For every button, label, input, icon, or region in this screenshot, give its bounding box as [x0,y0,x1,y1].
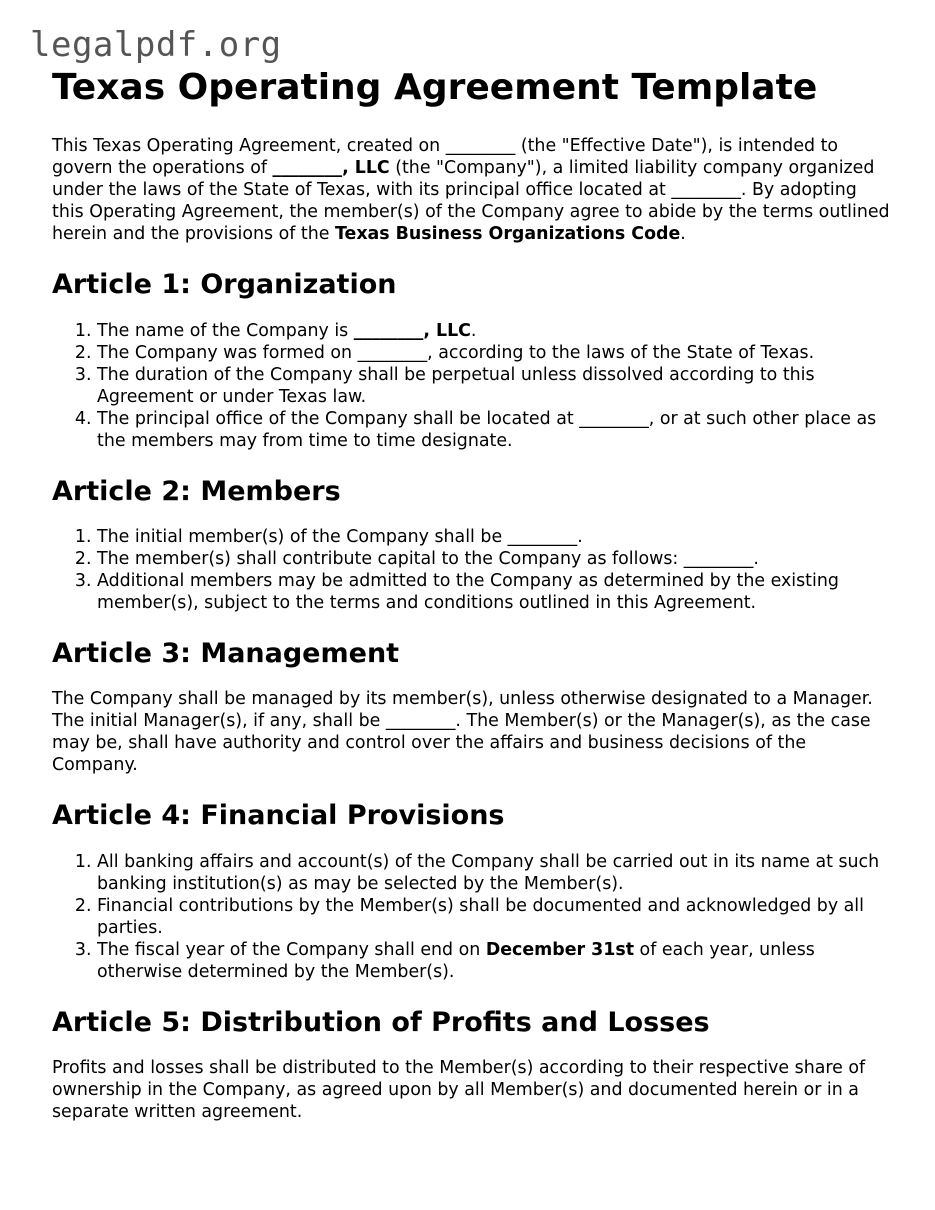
document-page [52,66,892,1147]
article-1-list [52,320,892,452]
list-item: 1. All banking affairs and account(s) of the Company shall be carried out in its name at such banking institution(s) as may be selected by the Member(s). [97,851,892,895]
list-item-text: The name of the Company is [97,320,354,341]
article-5-heading: Article 5: Distribution of Profits and Losses [52,1006,710,1038]
intro-company-name: ________, LLC [272,158,390,179]
list-item: 4. The principal office of the Company shall be located at ________, or at such other place as the members may from time to time designate. [97,408,892,452]
article-3-heading: Article 3: Management [52,637,400,669]
article-3-body: The Company shall be managed by its member(s), unless otherwise designated to a Manager. The initial Manager(s), if any, shall be ________. The Member(s) or the Manager(s), as the case may be, shall have authority and control over the affairs and business decisions of the Company. [52,689,873,776]
list-item-bold: December 31st [485,939,635,960]
list-item: 3. Additional members may be admitted to the Company as determined by the existing member(s), subject to the terms and conditions outlined in this Agreement. [97,570,892,614]
list-item: 2. The Company was formed on ________, according to the laws of the State of Texas. [97,342,892,364]
article-4-list [52,851,892,983]
document-title: Texas Operating Agreement Template [52,67,818,108]
list-item [97,320,892,342]
list-item [97,939,892,983]
intro-text-3: . [680,224,686,245]
watermark-logo: legalpdf.org [30,25,282,65]
article-2-list [52,526,892,614]
intro-text-2: (the "Company"), a limited liability company organized under the laws of the State of Texas, with its principal office located at ________. By adopting this Operating Agreement, the member(s) of the Company agree to abide by the terms outlined herein and the provisions of the [52,158,890,245]
intro-code-name: Texas Business Organizations Code [334,224,681,245]
list-item: 1. The initial member(s) of the Company shall be ________. [97,526,892,548]
list-item-text: . [470,320,477,341]
intro-paragraph [52,135,892,245]
list-item: 2. The member(s) shall contribute capital to the Company as follows: ________. [97,548,892,570]
article-1-heading: Article 1: Organization [52,269,397,301]
list-item-text: The fiscal year of the Company shall end on [97,939,486,960]
list-item: 2. Financial contributions by the Member(s) shall be documented and acknowledged by all parties. [97,895,892,939]
list-item-text: of each year, unless otherwise determined by the Member(s). [97,939,815,982]
intro-text-1: This Texas Operating Agreement, created on ________ (the "Effective Date"), is intended to govern the operations of [52,136,839,179]
list-item: 3. The duration of the Company shall be perpetual unless dissolved according to this Agreement or under Texas law. [97,364,892,408]
list-item-bold: ________, LLC [353,320,471,341]
article-2-heading: Article 2: Members [52,475,341,507]
article-4-heading: Article 4: Financial Provisions [52,800,505,832]
article-5-body: Profits and losses shall be distributed to the Member(s) according to their respective share of ownership in the Company, as agreed upon by all Member(s) and documented herein or in a separate written agreement. [52,1058,866,1123]
